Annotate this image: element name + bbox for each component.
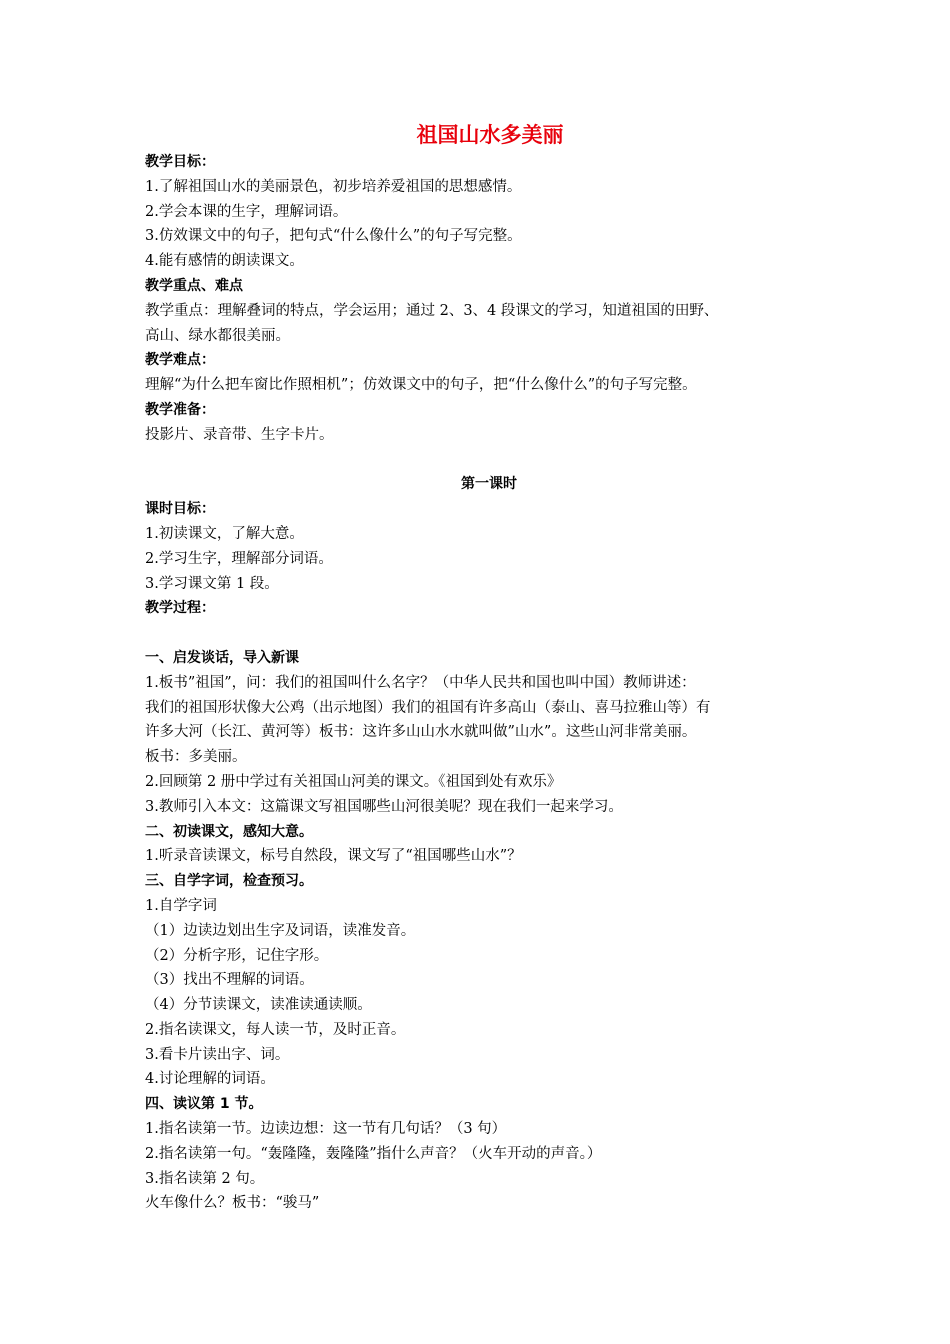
section-line: 1.听录音读课文，标号自然段，课文写了“祖国哪些山水”？ bbox=[145, 848, 522, 865]
section-line: 4.讨论理解的词语。 bbox=[145, 1071, 275, 1088]
objective-item: 4.能有感情的朗读课文。 bbox=[145, 253, 304, 270]
section-line: 2.指名读第一句。“轰隆隆，轰隆隆”指什么声音？（火车开动的声音。） bbox=[145, 1145, 602, 1162]
spacer bbox=[145, 621, 825, 646]
lesson-heading: 第一课时 bbox=[461, 476, 517, 493]
section-line: 火车像什么？板书：“骏马” bbox=[145, 1195, 320, 1212]
section-line: 2.回顾第 2 册中学过有关祖国山河美的课文。《祖国到处有欢乐》 bbox=[145, 773, 562, 790]
section-line: （3）找出不理解的词语。 bbox=[145, 972, 314, 989]
process-heading: 教学过程： bbox=[145, 600, 215, 617]
section-heading: 三、自学字词，检查预习。 bbox=[145, 873, 313, 890]
objective-item: 3.仿效课文中的句子，把句式“什么像什么”的句子写完整。 bbox=[145, 228, 522, 245]
lesson-objective-item: 2.学习生字，理解部分词语。 bbox=[145, 550, 333, 567]
section-line: （1）边读边划出生字及词语，读准发音。 bbox=[145, 922, 416, 939]
section-line: 3.教师引入本文：这篇课文写祖国哪些山河很美呢？现在我们一起来学习。 bbox=[145, 798, 623, 815]
section-line: （4）分节读课文，读准读通读顺。 bbox=[145, 997, 372, 1014]
difficulty-text: 理解“为什么把车窗比作照相机”；仿效课文中的句子，把“什么像什么”的句子写完整。 bbox=[145, 377, 697, 394]
spacer bbox=[145, 448, 825, 473]
section-line: 3.指名读第 2 句。 bbox=[145, 1170, 265, 1187]
objective-item: 1.了解祖国山水的美丽景色，初步培养爱祖国的思想感情。 bbox=[145, 178, 522, 195]
section-line: 1.板书”祖国”，问：我们的祖国叫什么名字？（中华人民共和国也叫中国）教师讲述： bbox=[145, 674, 696, 691]
section-line: 3.看卡片读出字、词。 bbox=[145, 1046, 290, 1063]
section-heading: 一、启发谈话，导入新课 bbox=[145, 649, 299, 666]
preparation-text: 投影片、录音带、生字卡片。 bbox=[145, 426, 334, 443]
section-line: 许多大河（长江、黄河等）板书：这许多山山水水就叫做”山水”。这些山河非常美丽。 bbox=[145, 724, 697, 741]
lesson-objectives-heading: 课时目标： bbox=[145, 501, 215, 518]
objective-item: 2.学会本课的生字，理解词语。 bbox=[145, 203, 348, 220]
section-line: 我们的祖国形状像大公鸡（出示地图）我们的祖国有许多高山（泰山、喜马拉雅山等）有 bbox=[145, 699, 711, 716]
section-line: 1.自学字词 bbox=[145, 897, 217, 914]
key-points-heading: 教学重点、难点 bbox=[145, 277, 243, 294]
section-heading: 四、读议第 1 节。 bbox=[145, 1096, 263, 1113]
difficulty-heading: 教学难点： bbox=[145, 352, 215, 369]
document-page bbox=[145, 120, 825, 1216]
key-points-text: 教学重点：理解叠词的特点，学会运用；通过 2、3、4 段课文的学习，知道祖国的田野、 bbox=[145, 302, 719, 319]
document-title: 祖国山水多美丽 bbox=[416, 123, 564, 147]
preparation-heading: 教学准备： bbox=[145, 401, 215, 418]
lesson-objective-item: 1.初读课文，了解大意。 bbox=[145, 525, 304, 542]
section-line: 1.指名读第一节。边读边想：这一节有几句话？（3 句） bbox=[145, 1121, 507, 1138]
lesson-objective-item: 3.学习课文第 1 段。 bbox=[145, 575, 279, 592]
section-heading: 二、初读课文，感知大意。 bbox=[145, 823, 313, 840]
key-points-text: 高山、绿水都很美丽。 bbox=[145, 327, 290, 344]
section-line: 板书：多美丽。 bbox=[145, 749, 247, 766]
objectives-heading: 教学目标： bbox=[145, 154, 215, 170]
section-line: （2）分析字形，记住字形。 bbox=[145, 947, 329, 964]
section-line: 2.指名读课文，每人读一节，及时正音。 bbox=[145, 1021, 406, 1038]
